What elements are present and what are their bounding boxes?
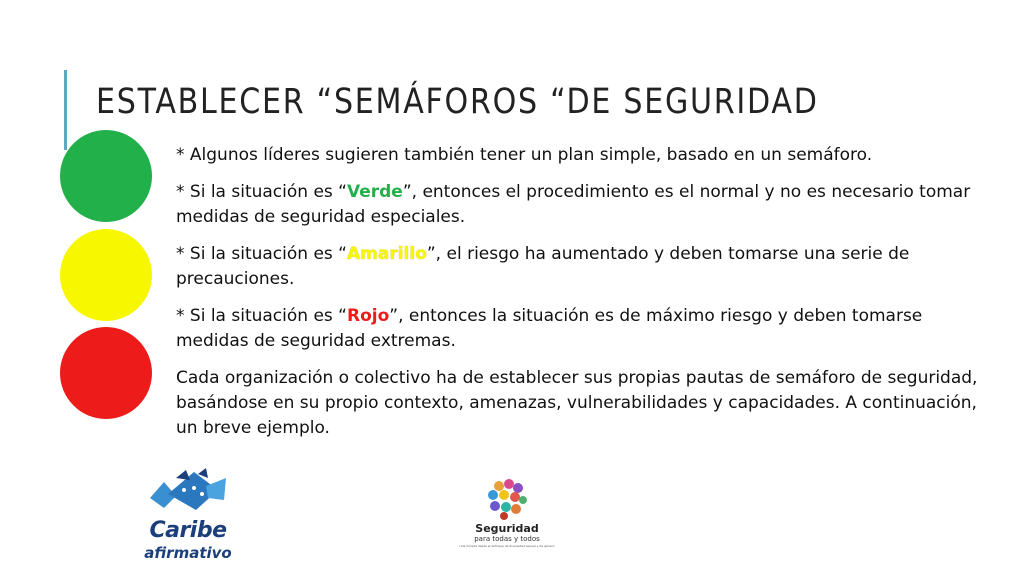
paragraph-verde xyxy=(176,180,986,230)
fish-icon xyxy=(146,468,230,518)
seguridad-para-todas-logo xyxy=(452,478,562,570)
traffic-light-red xyxy=(60,327,152,419)
paragraph-amarillo xyxy=(176,242,986,292)
keyword-amarillo: Amarillo xyxy=(346,244,427,264)
keyword-verde: Verde xyxy=(346,182,403,202)
caribe-logo-name: Caribe xyxy=(149,518,227,543)
paragraph-verde-after: ”, entonces el procedimiento es el normal y no es necesario tomar medidas de seguridad especiales. xyxy=(176,182,971,227)
title-accent-bar xyxy=(64,70,67,150)
paragraph-conclusion: Cada organización o colectivo ha de establecer sus propias pautas de semáforo de seguridad, basándose en su propio contexto, amenazas, vulnerabilidades y capacidades. A continuación, un breve ejemplo. xyxy=(176,368,978,438)
traffic-light-green xyxy=(60,130,152,222)
paragraph-verde-before: * Si la situación es “ xyxy=(176,182,347,202)
caribe-afirmativo-logo xyxy=(138,468,238,564)
traffic-light-yellow xyxy=(60,229,152,321)
paragraph-amarillo-after: ”, el riesgo ha aumentado y deben tomarse una serie de precauciones. xyxy=(176,244,910,289)
seguridad-logo-name: Seguridad xyxy=(475,522,539,535)
paragraph-rojo-after: ”, entonces la situación es de máximo riesgo y deben tomarse medidas de seguridad extremas. xyxy=(176,306,923,351)
paragraph-rojo xyxy=(176,304,986,354)
caribe-logo-subtitle: afirmativo xyxy=(144,544,232,562)
seguridad-logo-subtitle: para todas y todos xyxy=(474,535,540,543)
paragraph-amarillo-before: * Si la situación es “ xyxy=(176,244,347,264)
seguridad-logo-tagline: Una mirada desde el enfoque de diversidad sexual y de género xyxy=(459,544,555,548)
mosaic-circle-icon xyxy=(477,478,537,522)
paragraph-rojo-before: * Si la situación es “ xyxy=(176,306,347,326)
keyword-rojo: Rojo xyxy=(346,306,390,326)
slide-body xyxy=(176,143,986,453)
slide-title: ESTABLECER “SEMÁFOROS “DE SEGURIDAD xyxy=(96,82,819,122)
paragraph-intro: * Algunos líderes sugieren también tener un plan simple, basado en un semáforo. xyxy=(176,145,873,165)
